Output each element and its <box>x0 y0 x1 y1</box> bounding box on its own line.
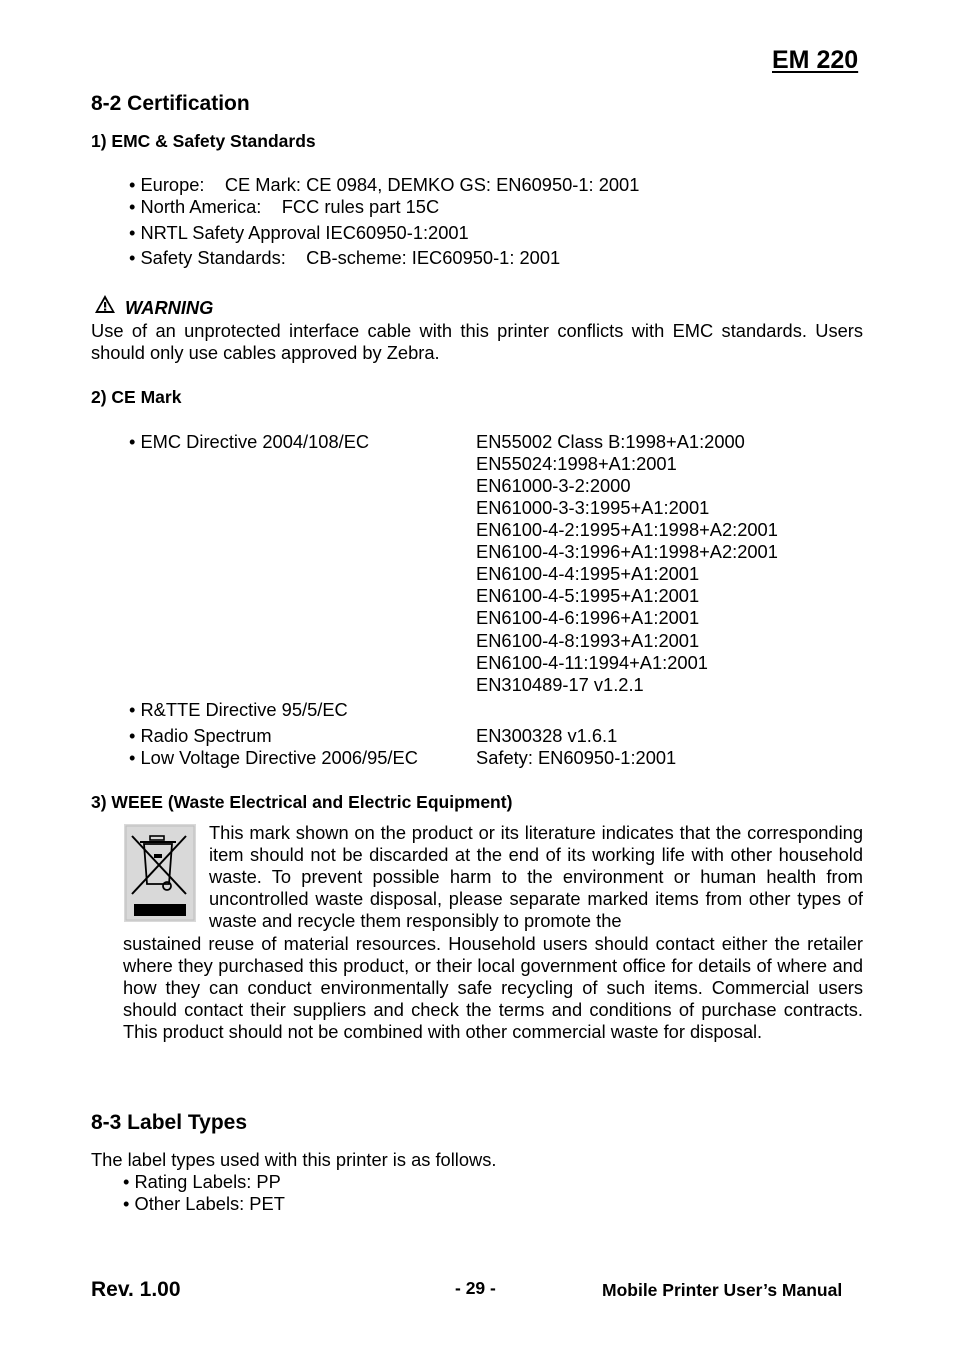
warning-title: WARNING <box>125 297 214 318</box>
emc-item-safety-standards: • Safety Standards: CB-scheme: IEC60950-1: 2001 <box>129 247 561 268</box>
low-voltage-label: • Low Voltage Directive 2006/95/EC <box>129 747 418 768</box>
low-voltage-value: Safety: EN60950-1:2001 <box>476 747 677 768</box>
emc-standard: EN55024:1998+A1:2001 <box>476 453 677 474</box>
weee-text-beside-icon: This mark shown on the product or its literature indicates that the corresponding item should not be discarded at the end of its working life with other household waste. To prevent possible harm to the environment or human health from uncontrolled waste disposal, please separate marked items from other types of waste and recycle them responsibly to promote the <box>209 822 863 931</box>
emc-safety-heading: 1) EMC & Safety Standards <box>91 131 316 151</box>
emc-standard: EN6100-4-6:1996+A1:2001 <box>476 607 700 628</box>
emc-standard: EN6100-4-3:1996+A1:1998+A2:2001 <box>476 541 778 562</box>
emc-standard: EN6100-4-4:1995+A1:2001 <box>476 563 700 584</box>
section-title-label-types: 8-3 Label Types <box>91 1111 248 1134</box>
footer-page-number: - 29 - <box>455 1278 496 1298</box>
emc-standard: EN61000-3-2:2000 <box>476 475 631 496</box>
radio-spectrum-label: • Radio Spectrum <box>129 725 272 746</box>
rtte-directive-label: • R&TTE Directive 95/5/EC <box>129 699 348 720</box>
label-type-item: • Other Labels: PET <box>123 1193 285 1214</box>
emc-standard: EN55002 Class B:1998+A1:2000 <box>476 431 745 452</box>
weee-text-below-icon: sustained reuse of material resources. Household users should contact either the retailer where they purchased this product, or their local government office for details of where and how they can conduct environmentally safe recycling of such items. Commercial users should contact their suppliers and check the terms and conditions of purchase contracts. This product should not be combined with other commercial waste for disposal. <box>123 933 863 1042</box>
model-title: EM 220 <box>772 46 859 74</box>
label-types-intro: The label types used with this printer is as follows. <box>91 1149 497 1170</box>
emc-standard: EN6100-4-11:1994+A1:2001 <box>476 652 708 673</box>
radio-spectrum-value: EN300328 v1.6.1 <box>476 725 618 746</box>
emc-standard: EN6100-4-8:1993+A1:2001 <box>476 630 700 651</box>
footer-revision: Rev. 1.00 <box>91 1278 181 1301</box>
ce-mark-heading: 2) CE Mark <box>91 387 182 407</box>
emc-item-north-america: • North America: FCC rules part 15C <box>129 196 440 217</box>
warning-text: Use of an unprotected interface cable with this printer conflicts with EMC standards. Users should only use cables approved by Zebra. <box>91 320 863 363</box>
emc-item-nrtl: • NRTL Safety Approval IEC60950-1:2001 <box>129 222 469 243</box>
emc-standard: EN6100-4-5:1995+A1:2001 <box>476 585 700 606</box>
section-title-certification: 8-2 Certification <box>91 92 250 115</box>
warning-triangle-icon <box>94 294 116 314</box>
emc-item-europe: • Europe: CE Mark: CE 0984, DEMKO GS: EN60950-1: 2001 <box>129 174 640 195</box>
emc-directive-label: • EMC Directive 2004/108/EC <box>129 431 370 452</box>
footer-manual-title: Mobile Printer User’s Manual <box>602 1280 843 1300</box>
emc-standard: EN310489-17 v1.2.1 <box>476 674 644 695</box>
crossed-out-wheelie-bin-icon <box>124 824 196 922</box>
emc-standard: EN6100-4-2:1995+A1:1998+A2:2001 <box>476 519 778 540</box>
weee-heading: 3) WEEE (Waste Electrical and Electric Equipment) <box>91 792 513 812</box>
emc-standard: EN61000-3-3:1995+A1:2001 <box>476 497 710 518</box>
label-type-item: • Rating Labels: PP <box>123 1171 281 1192</box>
